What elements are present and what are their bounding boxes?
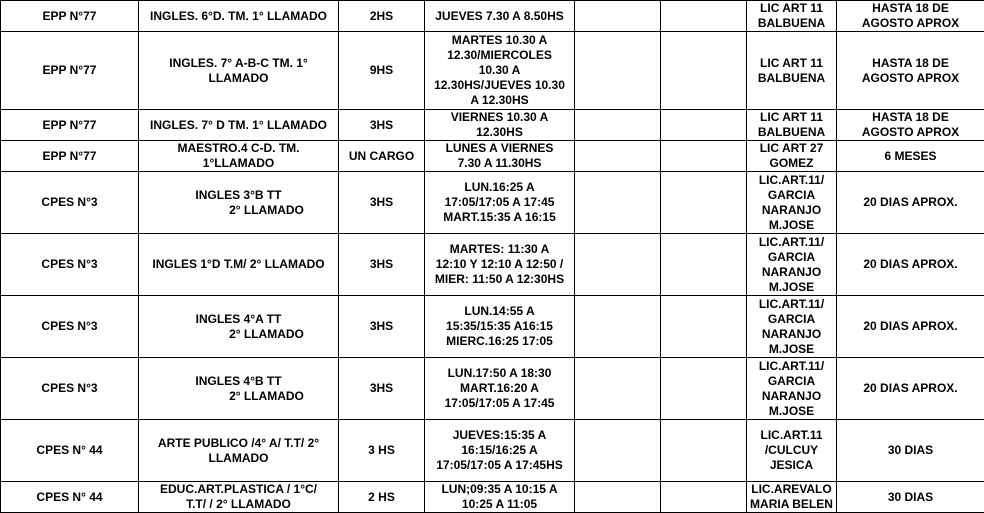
duration-cell: HASTA 18 DE AGOSTO APROX (837, 1, 984, 32)
schedule-cell: JUEVES 7.30 A 8.50HS (425, 1, 575, 32)
empty-cell (661, 234, 747, 296)
duration-cell: 20 DIAS APROX. (837, 296, 984, 358)
school-cell: CPES N° 44 (1, 482, 139, 513)
hours-cell: 3HS (339, 110, 425, 141)
table-row (1, 358, 984, 420)
hours-cell: 9HS (339, 32, 425, 110)
empty-cell (575, 482, 661, 513)
table-row (1, 1, 984, 32)
schedule-cell: LUN.14:55 A 15:35/15:35 A16:15 MIERC.16:25 17:05 (425, 296, 575, 358)
license-cell: LIC.ART.11/ GARCIA NARANJO M.JOSE (747, 296, 837, 358)
school-cell: EPP N°77 (1, 32, 139, 110)
schedule-cell: JUEVES:15:35 A 16:15/16:25 A 17:05/17:05 A 17:45HS (425, 420, 575, 482)
schedule-cell: LUN.17:50 A 18:30 MART.16:20 A 17:05/17:05 A 17:45 (425, 358, 575, 420)
school-cell: EPP N°77 (1, 110, 139, 141)
hours-cell: UN CARGO (339, 141, 425, 172)
table-row (1, 141, 984, 172)
license-cell: LIC ART 27 GOMEZ (747, 141, 837, 172)
subject-cell: INGLES 4°B TT 2° LLAMADO (139, 358, 339, 420)
duration-cell: HASTA 18 DE AGOSTO APROX (837, 32, 984, 110)
table-row (1, 110, 984, 141)
empty-cell (575, 1, 661, 32)
empty-cell (661, 420, 747, 482)
subject-cell: MAESTRO.4 C-D. TM. 1°LLAMADO (139, 141, 339, 172)
duration-cell: 20 DIAS APROX. (837, 358, 984, 420)
license-cell: LIC ART 11 BALBUENA (747, 1, 837, 32)
empty-cell (661, 482, 747, 513)
license-cell: LIC ART 11 BALBUENA (747, 110, 837, 141)
duration-cell: 30 DIAS (837, 482, 984, 513)
subject-cell: EDUC.ART.PLASTICA / 1°C/ T.T/ / 2° LLAMADO (139, 482, 339, 513)
school-cell: CPES N°3 (1, 234, 139, 296)
duration-cell: HASTA 18 DE AGOSTO APROX (837, 110, 984, 141)
empty-cell (661, 1, 747, 32)
hours-cell: 3HS (339, 296, 425, 358)
hours-cell: 2 HS (339, 482, 425, 513)
subject-cell: INGLES. 6°D. TM. 1° LLAMADO (139, 1, 339, 32)
table-row (1, 172, 984, 234)
subject-cell: INGLES. 7° A-B-C TM. 1° LLAMADO (139, 32, 339, 110)
empty-cell (575, 172, 661, 234)
school-cell: CPES N°3 (1, 358, 139, 420)
empty-cell (575, 234, 661, 296)
license-cell: LIC ART 11 BALBUENA (747, 32, 837, 110)
table-row (1, 296, 984, 358)
empty-cell (661, 296, 747, 358)
license-cell: LIC.ART.11/ GARCIA NARANJO M.JOSE (747, 358, 837, 420)
school-cell: CPES N°3 (1, 296, 139, 358)
license-cell: LIC.AREVALO MARIA BELEN (747, 482, 837, 513)
schedule-cell: LUNES A VIERNES 7.30 A 11.30HS (425, 141, 575, 172)
table-row (1, 482, 984, 513)
table-row (1, 234, 984, 296)
hours-cell: 3HS (339, 172, 425, 234)
empty-cell (575, 110, 661, 141)
license-cell: LIC.ART.11/ GARCIA NARANJO M.JOSE (747, 172, 837, 234)
empty-cell (575, 141, 661, 172)
duration-cell: 20 DIAS APROX. (837, 172, 984, 234)
table-row (1, 420, 984, 482)
empty-cell (575, 296, 661, 358)
empty-cell (661, 32, 747, 110)
empty-cell (575, 358, 661, 420)
school-cell: EPP N°77 (1, 1, 139, 32)
empty-cell (661, 358, 747, 420)
school-cell: CPES N°3 (1, 172, 139, 234)
empty-cell (661, 110, 747, 141)
schedule-cell: VIERNES 10.30 A 12.30HS (425, 110, 575, 141)
schedule-cell: MARTES 10.30 A 12.30/MIERCOLES 10.30 A 12.30HS/JUEVES 10.30 A 12.30HS (425, 32, 575, 110)
empty-cell (661, 141, 747, 172)
schedule-cell: LUN.16:25 A 17:05/17:05 A 17:45 MART.15:35 A 16:15 (425, 172, 575, 234)
empty-cell (661, 172, 747, 234)
subject-cell: ARTE PUBLICO /4° A/ T.T/ 2° LLAMADO (139, 420, 339, 482)
duration-cell: 6 MESES (837, 141, 984, 172)
license-cell: LIC.ART.11 /CULCUY JESICA (747, 420, 837, 482)
subject-cell: INGLES. 7° D TM. 1° LLAMADO (139, 110, 339, 141)
hours-cell: 3 HS (339, 420, 425, 482)
hours-cell: 3HS (339, 358, 425, 420)
subject-cell: INGLES 1°D T.M/ 2° LLAMADO (139, 234, 339, 296)
empty-cell (575, 420, 661, 482)
subject-cell: INGLES 4°A TT 2° LLAMADO (139, 296, 339, 358)
school-cell: CPES N° 44 (1, 420, 139, 482)
empty-cell (575, 32, 661, 110)
duration-cell: 20 DIAS APROX. (837, 234, 984, 296)
license-cell: LIC.ART.11/ GARCIA NARANJO M.JOSE (747, 234, 837, 296)
schedule-cell: LUN;09:35 A 10:15 A 10:25 A 11:05 (425, 482, 575, 513)
duration-cell: 30 DIAS (837, 420, 984, 482)
hours-cell: 3HS (339, 234, 425, 296)
table-row (1, 32, 984, 110)
school-cell: EPP N°77 (1, 141, 139, 172)
schedule-cell: MARTES: 11:30 A 12:10 Y 12:10 A 12:50 / MIER: 11:50 A 12:30HS (425, 234, 575, 296)
subject-cell: INGLES 3°B TT 2° LLAMADO (139, 172, 339, 234)
hours-cell: 2HS (339, 1, 425, 32)
